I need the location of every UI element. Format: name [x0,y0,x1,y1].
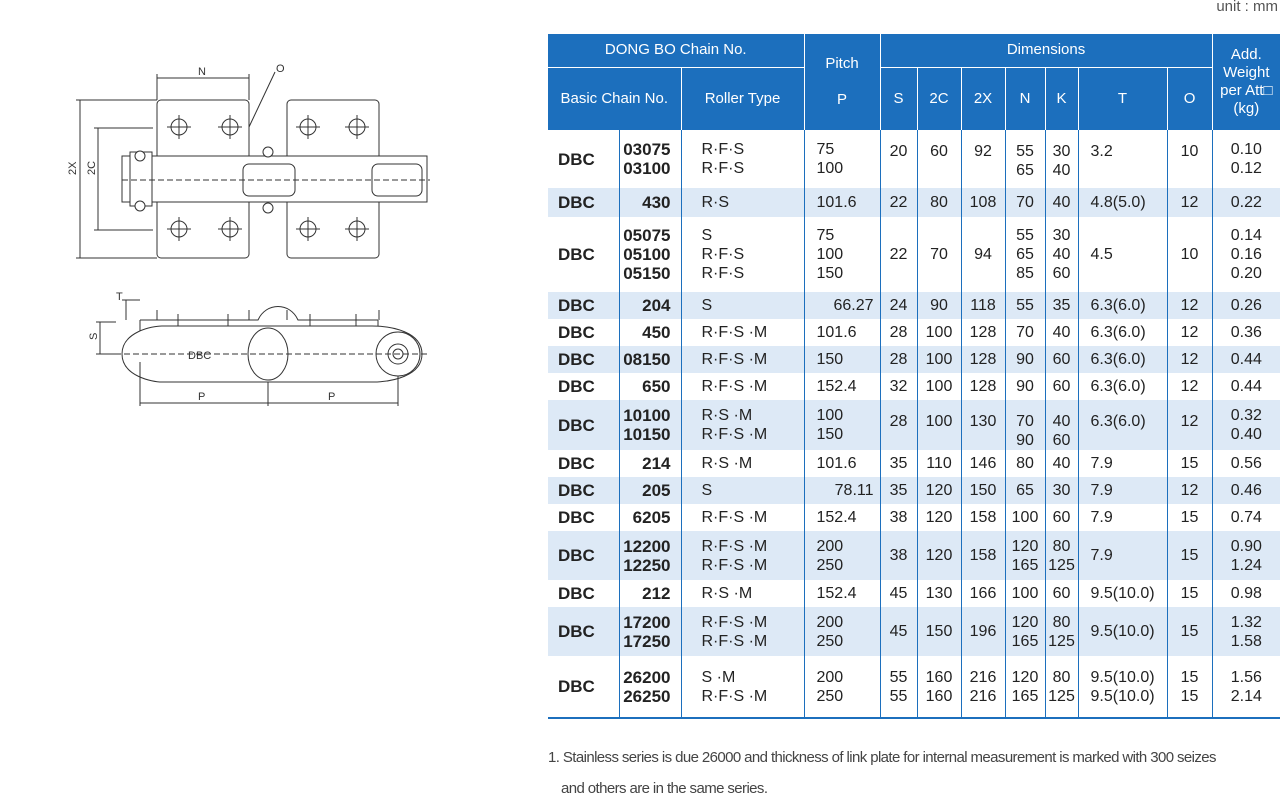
label-o: O [276,63,285,75]
cell-pitch: 66.27 [804,292,880,319]
cell-weight: 0.10 0.12 [1212,130,1280,188]
header-weight-per-att: per Att□ [1220,82,1273,99]
cell-prefix: DBC [558,323,595,342]
cell-roller: R·F·S ·M [681,373,804,400]
unit-label: unit : mm [1216,0,1278,15]
cell-s: 35 [880,450,917,477]
cell-o: 12 [1167,319,1212,346]
cell-t: 9.5(10.0) 9.5(10.0) [1078,656,1167,718]
cell-2x: 128 [961,319,1005,346]
cell-n: 55 65 [1005,130,1045,188]
cell-k: 60 [1045,580,1078,607]
cell-pitch: 75 100 [804,130,880,188]
cell-2c: 100 [917,373,961,400]
cell-k: 40 [1045,188,1078,217]
cell-2c: 100 [917,346,961,373]
cell-pitch: 101.6 [804,319,880,346]
cell-pitch: 78.11 [804,477,880,504]
cell-o: 15 [1167,504,1212,531]
header-2c: 2C [917,67,961,130]
table-row [548,450,1280,477]
cell-n: 65 [1005,477,1045,504]
label-p1: P [198,391,206,403]
table-row [548,217,1280,292]
header-s: S [880,67,917,130]
cell-2x: 196 [961,607,1005,656]
cell-2c: 60 [917,130,961,188]
cell-s: 28 [880,319,917,346]
cell-k: 40 [1045,450,1078,477]
cell-o: 10 [1167,130,1212,188]
cell-pitch: 100 150 [804,400,880,450]
cell-code: 26200 26250 [619,656,681,718]
table-row [548,130,1280,188]
table-row [548,400,1280,450]
table-row [548,607,1280,656]
cell-t: 4.5 [1078,217,1167,292]
cell-n: 80 [1005,450,1045,477]
cell-prefix: DBC [548,346,619,373]
cell-prefix: DBC [558,245,595,264]
cell-s: 28 [880,400,917,450]
cell-weight: 0.26 [1212,292,1280,319]
cell-o: 15 15 [1167,656,1212,718]
label-p2: P [328,391,336,403]
cell-n: 70 [1005,188,1045,217]
cell-weight: 0.98 [1212,580,1280,607]
cell-pitch: 200 250 [804,656,880,718]
cell-prefix: DBC [548,531,619,580]
cell-weight: 0.74 [1212,504,1280,531]
cell-n: 55 65 85 [1005,217,1045,292]
cell-o: 15 [1167,531,1212,580]
header-pitch [804,34,880,130]
table-row [548,580,1280,607]
cell-o: 15 [1167,607,1212,656]
cell-s: 45 [880,580,917,607]
cell-o: 12 [1167,188,1212,217]
header-weight-weight: Weight [1223,64,1270,81]
cell-roller: R·F·S ·M [681,504,804,531]
cell-pitch: 152.4 [804,580,880,607]
cell-roller: R·F·S R·F·S [681,130,804,188]
cell-2x: 92 [961,130,1005,188]
cell-n: 120 165 [1005,656,1045,718]
cell-k: 40 60 [1045,400,1078,450]
footnote-line-1: 1. Stainless series is due 26000 and thickness of link plate for internal measurement is marked with 300 seizes [548,749,1216,766]
header-n: N [1005,67,1045,130]
cell-code: 204 [619,292,681,319]
cell-n: 90 [1005,346,1045,373]
cell-2c: 160 160 [917,656,961,718]
cell-roller: S ·M R·F·S ·M [681,656,804,718]
cell-code: 212 [619,580,681,607]
cell-prefix: DBC [548,188,619,217]
cell-n: 120 165 [1005,607,1045,656]
cell-weight: 1.56 2.14 [1212,656,1280,718]
cell-2c: 70 [917,217,961,292]
cell-pitch: 152.4 [804,504,880,531]
cell-2c: 110 [917,450,961,477]
cell-pitch: 101.6 [804,450,880,477]
label-dbc: DBC [188,350,212,362]
cell-code: 12200 12250 [619,531,681,580]
header-o: O [1167,67,1212,130]
cell-code: 03075 03100 [619,130,681,188]
cell-weight: 0.32 0.40 [1212,400,1280,450]
table-row [548,531,1280,580]
cell-o: 12 [1167,292,1212,319]
cell-o: 12 [1167,477,1212,504]
cell-pitch: 101.6 [804,188,880,217]
label-2x: 2X [67,161,79,175]
cell-2c: 100 [917,400,961,450]
cell-prefix: DBC [548,292,619,319]
cell-o: 15 [1167,450,1212,477]
header-weight-add: Add. [1230,46,1262,63]
cell-n: 70 [1005,319,1045,346]
cell-weight: 0.56 [1212,450,1280,477]
cell-n: 70 90 [1005,400,1045,450]
label-n: N [198,66,206,78]
cell-n: 55 [1005,292,1045,319]
cell-s: 22 [880,188,917,217]
cell-2c: 100 [917,319,961,346]
header-weight [1212,34,1280,130]
cell-k: 60 [1045,373,1078,400]
cell-pitch: 152.4 [804,373,880,400]
cell-2c: 120 [917,504,961,531]
cell-o: 12 [1167,373,1212,400]
cell-code: 205 [619,477,681,504]
cell-pitch: 200 250 [804,531,880,580]
cell-roller: R·S ·M R·F·S ·M [681,400,804,450]
table-row [548,188,1280,217]
header-pitch-label: Pitch [825,55,859,72]
cell-code: 17200 17250 [619,607,681,656]
cell-pitch: 75 100 150 [804,217,880,292]
header-chain-no: DONG BO Chain No. [548,34,804,67]
cell-2x: 130 [961,400,1005,450]
cell-k: 80 125 [1045,531,1078,580]
cell-roller: R·F·S ·M [681,319,804,346]
table-row [548,504,1280,531]
cell-weight: 0.90 1.24 [1212,531,1280,580]
table-row [548,319,1280,346]
cell-s: 22 [880,217,917,292]
cell-roller: S [681,477,804,504]
cell-2x: 128 [961,373,1005,400]
cell-pitch: 150 [804,346,880,373]
label-s: S [88,332,100,340]
cell-t: 9.5(10.0) [1078,580,1167,607]
cell-s: 20 [880,130,917,188]
table-row [548,656,1280,718]
table-row [548,477,1280,504]
header-weight-kg: (kg) [1233,100,1260,117]
cell-t: 6.3(6.0) [1078,292,1167,319]
cell-n: 120 165 [1005,531,1045,580]
cell-t: 7.9 [1078,504,1167,531]
cell-t: 7.9 [1078,450,1167,477]
cell-roller: R·S [681,188,804,217]
table-row [548,292,1280,319]
cell-2x: 158 [961,531,1005,580]
cell-prefix: DBC [558,584,595,603]
header-2x: 2X [961,67,1005,130]
cell-roller: S R·F·S R·F·S [681,217,804,292]
cell-weight: 0.14 0.16 0.20 [1212,217,1280,292]
cell-t: 6.3(6.0) [1078,400,1167,450]
label-2c: 2C [86,160,98,175]
cell-k: 60 [1045,346,1078,373]
cell-code: 05075 05100 05150 [619,217,681,292]
cell-s: 55 55 [880,656,917,718]
cell-t: 9.5(10.0) [1078,607,1167,656]
cell-code: 214 [619,450,681,477]
cell-n: 90 [1005,373,1045,400]
cell-t: 6.3(6.0) [1078,319,1167,346]
cell-k: 30 40 60 [1045,217,1078,292]
cell-roller: R·F·S ·M [681,346,804,373]
cell-weight: 0.44 [1212,373,1280,400]
cell-t: 7.9 [1078,531,1167,580]
cell-roller: R·S ·M [681,450,804,477]
cell-code: 08150 [619,346,681,373]
chain-drawing [60,55,440,415]
cell-code: 650 [619,373,681,400]
cell-n: 100 [1005,504,1045,531]
cell-roller: R·S ·M [681,580,804,607]
cell-weight: 0.46 [1212,477,1280,504]
cell-code: 10100 10150 [619,400,681,450]
cell-k: 30 40 [1045,130,1078,188]
header-pitch-symbol: P [836,91,847,108]
header-t: T [1078,67,1167,130]
cell-o: 10 [1167,217,1212,292]
cell-2x: 166 [961,580,1005,607]
cell-k: 35 [1045,292,1078,319]
cell-s: 38 [880,531,917,580]
cell-o: 15 [1167,580,1212,607]
cell-roller: R·F·S ·M R·F·S ·M [681,607,804,656]
table-row [548,373,1280,400]
cell-s: 24 [880,292,917,319]
table-row [548,346,1280,373]
cell-code: 450 [619,319,681,346]
cell-2c: 150 [917,607,961,656]
header-roller-type: Roller Type [681,67,804,130]
cell-2x: 94 [961,217,1005,292]
cell-prefix: DBC [548,400,619,450]
header-k: K [1045,67,1078,130]
cell-weight: 1.32 1.58 [1212,607,1280,656]
cell-weight: 0.44 [1212,346,1280,373]
cell-t: 4.8(5.0) [1078,188,1167,217]
cell-2c: 130 [917,580,961,607]
cell-prefix: DBC [558,149,595,169]
cell-code: 6205 [619,504,681,531]
cell-s: 35 [880,477,917,504]
cell-t: 6.3(6.0) [1078,373,1167,400]
cell-pitch: 200 250 [804,607,880,656]
spec-table [548,34,1280,719]
cell-t: 3.2 [1078,130,1167,188]
cell-code: 430 [619,188,681,217]
cell-s: 28 [880,346,917,373]
cell-k: 80 125 [1045,656,1078,718]
cell-2x: 118 [961,292,1005,319]
cell-o: 12 [1167,400,1212,450]
cell-prefix: DBC [548,477,619,504]
cell-2c: 120 [917,531,961,580]
label-t: T [116,291,123,303]
cell-2x: 128 [961,346,1005,373]
cell-2x: 150 [961,477,1005,504]
header-basic-chain-no: Basic Chain No. [548,67,681,130]
cell-prefix: DBC [548,607,619,656]
cell-k: 80 125 [1045,607,1078,656]
cell-s: 32 [880,373,917,400]
cell-2x: 108 [961,188,1005,217]
spec-table-body [548,130,1280,718]
cell-weight: 0.36 [1212,319,1280,346]
cell-roller: R·F·S ·M R·F·S ·M [681,531,804,580]
cell-prefix: DBC [548,656,619,718]
footnote-line-2: and others are in the same series. [561,780,768,797]
cell-2x: 146 [961,450,1005,477]
header-dimensions: Dimensions [880,34,1212,67]
cell-weight: 0.22 [1212,188,1280,217]
cell-t: 6.3(6.0) [1078,346,1167,373]
cell-2c: 120 [917,477,961,504]
cell-2c: 90 [917,292,961,319]
cell-o: 12 [1167,346,1212,373]
cell-k: 30 [1045,477,1078,504]
cell-s: 45 [880,607,917,656]
cell-t: 7.9 [1078,477,1167,504]
cell-k: 40 [1045,319,1078,346]
cell-2x: 158 [961,504,1005,531]
cell-prefix: DBC [558,508,595,527]
cell-2x: 216 216 [961,656,1005,718]
cell-n: 100 [1005,580,1045,607]
cell-prefix: DBC [558,377,595,396]
cell-roller: S [681,292,804,319]
cell-2c: 80 [917,188,961,217]
cell-s: 38 [880,504,917,531]
cell-prefix: DBC [558,454,595,473]
cell-k: 60 [1045,504,1078,531]
